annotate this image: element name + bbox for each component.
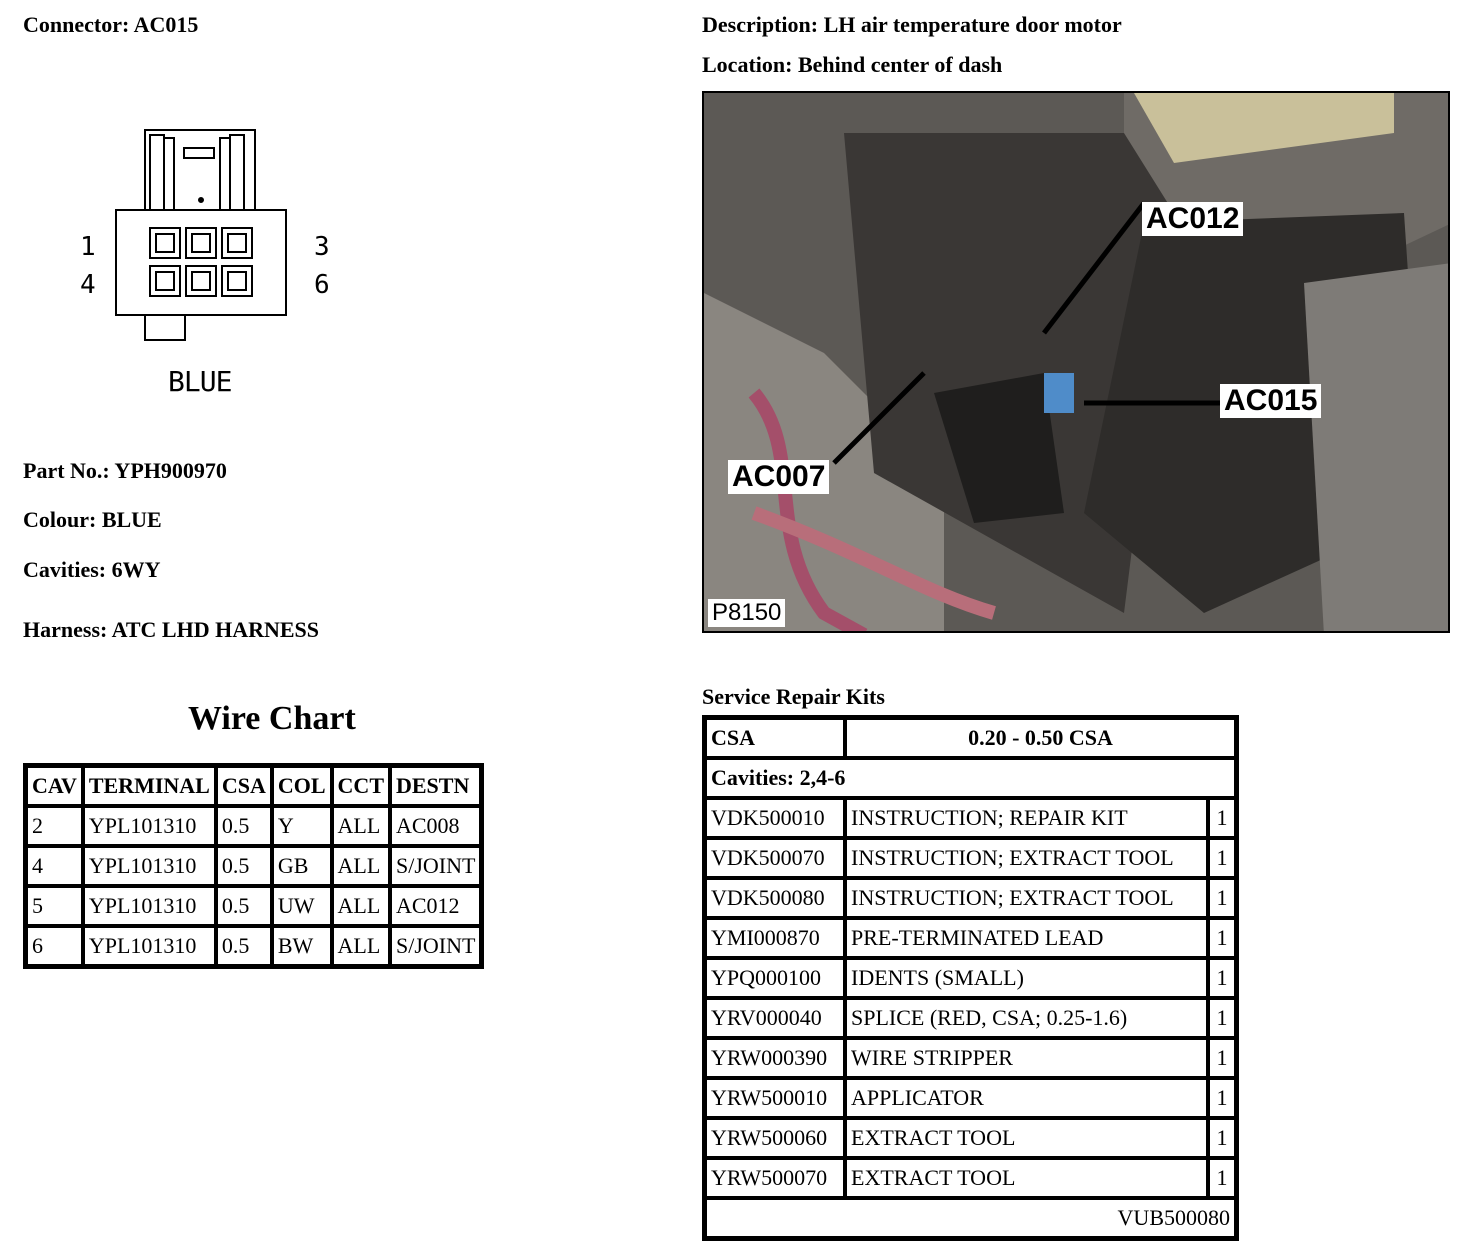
kit-desc: SPLICE (RED, CSA; 0.25-1.6) [845, 998, 1208, 1038]
part-number: Part No.: YPH900970 [23, 458, 227, 483]
cell: YPL101310 [83, 846, 216, 886]
kit-desc: APPLICATOR [845, 1078, 1208, 1118]
cell: AC012 [390, 886, 481, 926]
kit-desc: IDENTS (SMALL) [845, 958, 1208, 998]
cell: Y [272, 806, 332, 846]
kit-part: YRV000040 [705, 998, 845, 1038]
colour: Colour: BLUE [23, 507, 162, 532]
kit-qty: 1 [1208, 1038, 1236, 1078]
connector-colour-label: BLUE [168, 365, 232, 398]
cell: YPL101310 [83, 886, 216, 926]
kit-qty: 1 [1208, 1118, 1236, 1158]
cell: GB [272, 846, 332, 886]
description: Description: LH air temperature door motor [702, 12, 1122, 37]
csa-value: 0.20 - 0.50 CSA [845, 718, 1236, 758]
col-header: COL [272, 766, 332, 806]
cell: AC008 [390, 806, 481, 846]
table-row [705, 918, 1236, 958]
pin-label-1: 1 [80, 232, 96, 262]
kit-qty: 1 [1208, 918, 1236, 958]
table-row [705, 1118, 1236, 1158]
kit-part: VDK500080 [705, 878, 845, 918]
kit-qty: 1 [1208, 1158, 1236, 1198]
cell: 5 [26, 886, 83, 926]
table-row [705, 1078, 1236, 1118]
connector-title: Connector: AC015 [23, 12, 199, 37]
kit-part: YRW500060 [705, 1118, 845, 1158]
location-photo [702, 91, 1450, 633]
wire-chart-header-row [26, 766, 481, 806]
csa-label: CSA [705, 718, 845, 758]
cell: 0.5 [216, 926, 272, 966]
cell: 2 [26, 806, 83, 846]
table-row [705, 1038, 1236, 1078]
kits-cavities-row [705, 758, 1236, 798]
cell: YPL101310 [83, 926, 216, 966]
pin-label-4: 4 [80, 270, 96, 300]
cell: 0.5 [216, 846, 272, 886]
connector-face-diagram [70, 120, 310, 350]
col-header: CAV [26, 766, 83, 806]
cell: ALL [332, 926, 390, 966]
kit-desc: INSTRUCTION; REPAIR KIT [845, 798, 1208, 838]
kit-part: YMI000870 [705, 918, 845, 958]
kit-qty: 1 [1208, 838, 1236, 878]
table-row [705, 798, 1236, 838]
kits-csa-row [705, 718, 1236, 758]
cell: ALL [332, 846, 390, 886]
pin-label-6: 6 [314, 270, 330, 300]
kit-part: YRW500010 [705, 1078, 845, 1118]
kit-number: VUB500080 [705, 1198, 1236, 1238]
table-row [705, 958, 1236, 998]
cell: UW [272, 886, 332, 926]
cell: ALL [332, 806, 390, 846]
photo-illustration [704, 93, 1450, 633]
kits-cavities: Cavities: 2,4-6 [705, 758, 1236, 798]
callout-ac007: AC007 [728, 460, 829, 494]
cell: YPL101310 [83, 806, 216, 846]
cell: ALL [332, 886, 390, 926]
callout-ac015: AC015 [1220, 384, 1321, 418]
wire-chart-title: Wire Chart [188, 700, 356, 737]
kit-qty: 1 [1208, 798, 1236, 838]
kit-qty: 1 [1208, 878, 1236, 918]
cell: 0.5 [216, 886, 272, 926]
kit-part: YRW000390 [705, 1038, 845, 1078]
cell: BW [272, 926, 332, 966]
cell: 4 [26, 846, 83, 886]
harness: Harness: ATC LHD HARNESS [23, 617, 320, 642]
kit-qty: 1 [1208, 998, 1236, 1038]
kit-part: YRW500070 [705, 1158, 845, 1198]
table-row [26, 806, 481, 846]
cavities: Cavities: 6WY [23, 557, 161, 582]
table-row [705, 838, 1236, 878]
kit-desc: EXTRACT TOOL [845, 1118, 1208, 1158]
col-header: TERMINAL [83, 766, 216, 806]
table-row [26, 846, 481, 886]
kits-footer-row [705, 1198, 1236, 1238]
callout-ac012: AC012 [1142, 202, 1243, 236]
table-row [705, 998, 1236, 1038]
table-row [26, 926, 481, 966]
col-header: CCT [332, 766, 390, 806]
wire-chart-table [23, 763, 484, 969]
col-header: DESTN [390, 766, 481, 806]
pin-label-3: 3 [314, 232, 330, 262]
kit-part: VDK500010 [705, 798, 845, 838]
location: Location: Behind center of dash [702, 52, 1003, 77]
cell: 6 [26, 926, 83, 966]
cell: S/JOINT [390, 846, 481, 886]
service-kits-table [702, 715, 1239, 1241]
cell: S/JOINT [390, 926, 481, 966]
kit-part: YPQ000100 [705, 958, 845, 998]
cell: 0.5 [216, 806, 272, 846]
kit-desc: EXTRACT TOOL [845, 1158, 1208, 1198]
kit-part: VDK500070 [705, 838, 845, 878]
table-row [26, 886, 481, 926]
kit-desc: INSTRUCTION; EXTRACT TOOL [845, 878, 1208, 918]
table-row [705, 1158, 1236, 1198]
kit-desc: WIRE STRIPPER [845, 1038, 1208, 1078]
kit-desc: INSTRUCTION; EXTRACT TOOL [845, 838, 1208, 878]
service-kits-title: Service Repair Kits [702, 684, 885, 709]
kit-qty: 1 [1208, 1078, 1236, 1118]
kit-qty: 1 [1208, 958, 1236, 998]
photo-id: P8150 [708, 599, 785, 627]
table-row [705, 878, 1236, 918]
kit-desc: PRE-TERMINATED LEAD [845, 918, 1208, 958]
col-header: CSA [216, 766, 272, 806]
